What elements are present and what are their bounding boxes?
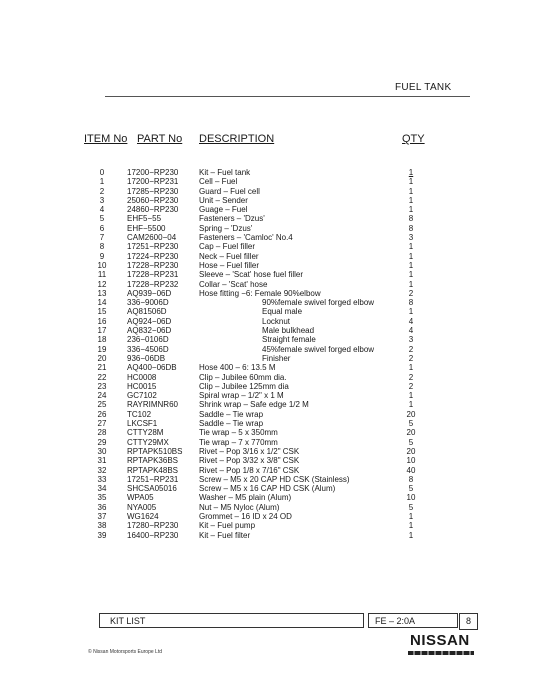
column-header-qty: QTY	[402, 133, 425, 145]
nissan-logo: NISSAN	[410, 632, 470, 649]
item-number: 9	[99, 251, 105, 261]
description: Rivet – Pop 3/32 x 3/8" CSK	[199, 456, 300, 466]
quantity: 40	[406, 465, 416, 475]
item-number: 20	[97, 353, 107, 363]
table-row	[0, 354, 540, 363]
table-row	[0, 205, 540, 214]
part-number: AQ81506D	[127, 307, 167, 317]
table-row	[0, 503, 540, 512]
part-number: WPA05	[127, 493, 154, 503]
description: Clip – Jubilee 125mm dia	[199, 381, 289, 391]
quantity: 5	[408, 484, 414, 494]
kit-list-label: KIT LIST	[99, 613, 364, 628]
table-row	[0, 289, 540, 298]
item-number: 39	[97, 530, 107, 540]
item-number: 23	[97, 381, 107, 391]
item-number: 22	[97, 372, 107, 382]
item-number: 2	[99, 186, 105, 196]
table-row	[0, 391, 540, 400]
description: Locknut	[262, 316, 291, 326]
item-number: 14	[97, 298, 107, 308]
part-number: SHCSA05016	[127, 484, 177, 494]
item-number: 19	[97, 344, 107, 354]
item-number: 26	[97, 409, 107, 419]
table-row	[0, 233, 540, 242]
item-number: 0	[99, 168, 105, 177]
item-number: 31	[97, 456, 107, 466]
quantity: 1	[408, 521, 414, 531]
item-number: 5	[99, 214, 105, 224]
quantity: 8	[408, 474, 414, 484]
quantity: 1	[408, 400, 414, 410]
table-row	[0, 326, 540, 335]
table-row	[0, 484, 540, 493]
item-number: 8	[99, 242, 105, 252]
quantity: 1	[408, 251, 414, 261]
description: Finisher	[262, 353, 291, 363]
description: Rivet – Pop 3/16 x 1/2" CSK	[199, 446, 300, 456]
page-number: 8	[459, 613, 478, 630]
quantity: 2	[408, 381, 414, 391]
item-number: 15	[97, 307, 107, 317]
item-number: 30	[97, 446, 107, 456]
description: Grommet – 16 ID x 24 OD	[199, 511, 292, 521]
part-number: AQ924−06D	[127, 316, 172, 326]
item-number: 10	[97, 260, 107, 270]
part-number: CTTY28M	[127, 428, 164, 438]
parts-table	[0, 168, 540, 540]
quantity: 1	[408, 530, 414, 540]
description: Cap – Fuel filler	[199, 242, 256, 252]
table-row	[0, 382, 540, 391]
quantity: 1	[408, 363, 414, 373]
part-number: RPTAPK36BS	[127, 456, 178, 466]
quantity: 1	[408, 391, 414, 401]
part-number: AQ832−06D	[127, 326, 172, 336]
table-row	[0, 428, 540, 437]
quantity: 2	[408, 344, 414, 354]
description: Kit – Fuel filter	[199, 530, 251, 540]
part-number: TC102	[127, 409, 152, 419]
description: Male bulkhead	[262, 326, 315, 336]
item-number: 18	[97, 335, 107, 345]
column-header-item: ITEM No	[84, 133, 128, 145]
quantity: 8	[408, 223, 414, 233]
description: Cell – Fuel	[199, 177, 238, 187]
quantity: 5	[408, 419, 414, 429]
part-number: RPTAPK510BS	[127, 446, 183, 456]
description: Nut – M5 Nyloc (Alum)	[199, 502, 280, 512]
item-number: 34	[97, 484, 107, 494]
item-number: 32	[97, 465, 107, 475]
item-number: 3	[99, 195, 105, 205]
table-row	[0, 177, 540, 186]
item-number: 29	[97, 437, 107, 447]
quantity: 8	[408, 298, 414, 308]
quantity: 10	[406, 456, 416, 466]
section-title: FUEL TANK	[395, 82, 452, 93]
item-number: 7	[99, 233, 105, 243]
item-number: 11	[97, 270, 107, 280]
table-row	[0, 400, 540, 409]
table-row	[0, 224, 540, 233]
table-row	[0, 438, 540, 447]
part-number: 17280−RP230	[127, 521, 179, 531]
quantity: 5	[408, 502, 414, 512]
description: Saddle – Tie wrap	[199, 419, 264, 429]
item-number: 24	[97, 391, 107, 401]
table-row	[0, 521, 540, 530]
quantity: 2	[408, 288, 414, 298]
quantity: 1	[408, 205, 414, 215]
part-number: AQ939−06D	[127, 288, 172, 298]
quantity: 1	[408, 186, 414, 196]
item-number: 17	[97, 326, 107, 336]
description: Hose – Fuel filler	[199, 260, 260, 270]
description: Saddle – Tie wrap	[199, 409, 264, 419]
part-number: GC7102	[127, 391, 157, 401]
item-number: 33	[97, 474, 107, 484]
table-row	[0, 466, 540, 475]
part-number: LKCSF1	[127, 419, 158, 429]
table-row	[0, 298, 540, 307]
table-row	[0, 335, 540, 344]
table-row	[0, 317, 540, 326]
table-row	[0, 345, 540, 354]
item-number: 1	[99, 177, 105, 187]
quantity: 2	[408, 372, 414, 382]
description: Unit – Sender	[199, 195, 248, 205]
table-row	[0, 363, 540, 372]
table-row	[0, 307, 540, 316]
part-number: 17285−RP230	[127, 186, 179, 196]
part-number: WG1624	[127, 511, 159, 521]
item-number: 12	[97, 279, 107, 289]
description: Neck – Fuel filler	[199, 251, 259, 261]
table-row	[0, 242, 540, 251]
table-row	[0, 373, 540, 382]
description: Washer – M5 plain (Alum)	[199, 493, 292, 503]
description: Straight female	[262, 335, 316, 345]
quantity: 3	[408, 233, 414, 243]
description: Kit – Fuel tank	[199, 168, 251, 177]
part-number: 236−0106D	[127, 335, 169, 345]
part-number: CAM2600−04	[127, 233, 177, 243]
part-number: 17228−RP231	[127, 270, 179, 280]
table-row	[0, 252, 540, 261]
part-number: RAYRIMNR60	[127, 400, 178, 410]
description: Sleeve – 'Scat' hose fuel filler	[199, 270, 303, 280]
part-number: EHF−5500	[127, 223, 166, 233]
item-number: 27	[97, 419, 107, 429]
part-number: 17200−RP231	[127, 177, 179, 187]
description: Clip – Jubilee 60mm dia.	[199, 372, 287, 382]
column-header-description: DESCRIPTION	[199, 133, 275, 145]
part-number: HC0015	[127, 381, 157, 391]
description: Collar – 'Scat' hose	[199, 279, 268, 289]
copyright-notice: © Nissan Motorsports Europe Ltd	[88, 649, 162, 655]
item-number: 4	[99, 205, 105, 215]
description: Spring – 'Dzus'	[199, 223, 253, 233]
quantity: 4	[408, 326, 414, 336]
table-row	[0, 187, 540, 196]
part-number: 17251−RP231	[127, 474, 179, 484]
quantity: 1	[408, 260, 414, 270]
item-number: 37	[97, 511, 107, 521]
quantity: 10	[406, 493, 416, 503]
part-number: 936−06DB	[127, 353, 166, 363]
quantity: 2	[408, 353, 414, 363]
description: Tie wrap – 7 x 770mm	[199, 437, 278, 447]
table-row	[0, 196, 540, 205]
description: Equal male	[262, 307, 303, 317]
description: Hose fitting −6: Female 90%elbow	[199, 288, 321, 298]
table-row	[0, 261, 540, 270]
description: Guage – Fuel	[199, 205, 248, 215]
part-number: 336−9006D	[127, 298, 169, 308]
table-row	[0, 214, 540, 223]
table-row	[0, 270, 540, 279]
part-number: CTTY29MX	[127, 437, 169, 447]
part-number: EHF5−55	[127, 214, 162, 224]
quantity: 20	[406, 446, 416, 456]
table-row	[0, 475, 540, 484]
table-row	[0, 168, 540, 177]
quantity: 20	[406, 409, 416, 419]
item-number: 6	[99, 223, 105, 233]
description: Tie wrap – 5 x 350mm	[199, 428, 278, 438]
quantity: 1	[408, 177, 414, 187]
part-number: 25060−RP230	[127, 195, 179, 205]
part-number: 17251−RP230	[127, 242, 179, 252]
part-number: 17228−RP230	[127, 260, 179, 270]
part-number: 336−4506D	[127, 344, 169, 354]
description: Spiral wrap – 1/2" x 1 M	[199, 391, 284, 401]
part-number: AQ400−06DB	[127, 363, 177, 373]
part-number: 17224−RP230	[127, 251, 179, 261]
item-number: 28	[97, 428, 107, 438]
item-number: 21	[97, 363, 107, 373]
item-number: 35	[97, 493, 107, 503]
quantity: 1	[408, 279, 414, 289]
header-divider	[105, 96, 470, 97]
table-row	[0, 456, 540, 465]
description: Hose 400 – 6: 13.5 M	[199, 363, 276, 373]
quantity: 5	[408, 437, 414, 447]
description: Screw – M5 x 16 CAP HD CSK (Alum)	[199, 484, 336, 494]
table-row	[0, 512, 540, 521]
part-number: 16400−RP230	[127, 530, 179, 540]
table-row	[0, 419, 540, 428]
description: Kit – Fuel pump	[199, 521, 256, 531]
table-row	[0, 410, 540, 419]
description: 90%female swivel forged elbow	[262, 298, 375, 308]
item-number: 38	[97, 521, 107, 531]
quantity: 1	[408, 195, 414, 205]
item-number: 16	[97, 316, 107, 326]
table-row	[0, 493, 540, 502]
quantity: 1	[408, 307, 414, 317]
description: Shrink wrap – Safe edge 1/2 M	[199, 400, 309, 410]
part-number: 24860−RP230	[127, 205, 179, 215]
part-number: 17200−RP230	[127, 168, 179, 177]
table-row	[0, 447, 540, 456]
column-header-part: PART No	[137, 133, 183, 145]
item-number: 25	[97, 400, 107, 410]
part-number: HC0008	[127, 372, 157, 382]
part-number: 17228−RP232	[127, 279, 179, 289]
quantity: 3	[408, 335, 414, 345]
document-code: FE – 2:0A	[368, 613, 458, 628]
description: Screw – M5 x 20 CAP HD CSK (Stainless)	[199, 474, 350, 484]
logo-stripe	[408, 651, 474, 655]
description: Fasteners – 'Dzus'	[199, 214, 265, 224]
item-number: 13	[97, 288, 107, 298]
quantity: 1	[408, 511, 414, 521]
part-number: RPTAPK48BS	[127, 465, 178, 475]
description: Fasteners – 'Camloc' No.4	[199, 233, 293, 243]
item-number: 36	[97, 502, 107, 512]
quantity: 1	[408, 242, 414, 252]
description: Guard – Fuel cell	[199, 186, 260, 196]
table-row	[0, 280, 540, 289]
quantity: 4	[408, 316, 414, 326]
quantity: 20	[406, 428, 416, 438]
quantity: 1	[408, 168, 414, 177]
description: 45%female swivel forged elbow	[262, 344, 375, 354]
description: Rivet – Pop 1/8 x 7/16" CSK	[199, 465, 300, 475]
part-number: NYA005	[127, 502, 157, 512]
table-row	[0, 531, 540, 540]
quantity: 8	[408, 214, 414, 224]
quantity: 1	[408, 270, 414, 280]
